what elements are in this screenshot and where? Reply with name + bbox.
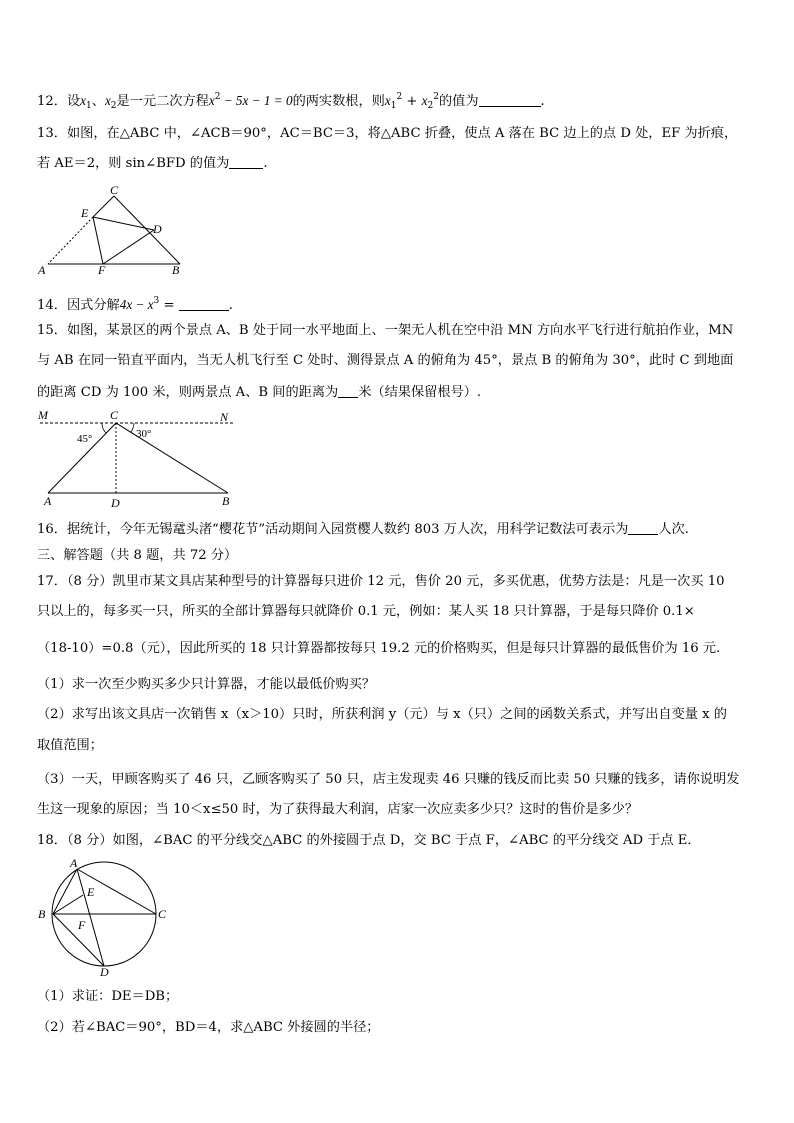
text: 的距离 CD 为 100 米，则两景点 A、B 间的距离为: [37, 385, 339, 400]
separator: 、: [91, 94, 105, 109]
segment-EA-dashed: [48, 217, 93, 264]
superscript: 2: [214, 92, 221, 102]
label-F: F: [98, 263, 106, 277]
label-C: C: [110, 183, 119, 197]
text: 若 AE＝2，则 sin∠BFD 的值为: [37, 156, 230, 171]
text: 16．据统计，今年无锡鼋头渚“樱花节”活动期间入园赏樱人数约 803 万人次，用科学记数法可表示为: [37, 522, 629, 537]
question-18-part1: （1）求证：DE＝DB；: [37, 989, 179, 1004]
question-18-part2: （2）若∠BAC＝90°，BD＝4，求△ABC 外接圆的半径；: [37, 1020, 380, 1035]
question-17-part1: （1）求一次至少购买多少只计算器，才能以最低价购买？: [37, 677, 376, 692]
label-B: B: [172, 263, 180, 277]
subscript: 1: [390, 101, 397, 111]
question-17-line1: 17．（8 分）凯里市某文具店某种型号的计算器每只进价 12 元，售价 20 元，多买优惠，优势方法是：凡是一次买 10: [37, 574, 725, 589]
text: 的值为: [438, 94, 479, 109]
label-45deg: 45°: [77, 433, 93, 445]
question-15-line3: [37, 384, 764, 402]
segment-BC: [114, 196, 180, 264]
answer-blank[interactable]: [479, 94, 541, 107]
label-F: F: [78, 918, 86, 932]
subscript: 2: [427, 101, 434, 111]
label-N: N: [220, 410, 229, 424]
segment-CE: [93, 196, 114, 217]
equation-rest: − 5x − 1 = 0: [220, 93, 293, 108]
text: 设: [66, 94, 81, 109]
segment-CB: [116, 423, 228, 493]
segment-EF: [93, 217, 103, 264]
angle-arc-45: [102, 423, 106, 433]
label-D: D: [111, 496, 120, 510]
label-A: A: [38, 263, 46, 277]
label-E: E: [87, 885, 95, 899]
answer-blank[interactable]: [338, 385, 358, 398]
label-A: A: [70, 856, 78, 870]
question-17-part3-line1: （3）一天，甲顾客购买了 46 只，乙顾客购买了 50 只，店主发现卖 46 只赚的钱反而比卖 50 只赚的钱多，请你说明发: [37, 772, 740, 787]
question-15-line2: 与 AB 在同一铅直平面内，当无人机飞行至 C 处时、测得景点 A 的俯角为 45°，景点 B 的俯角为 30°，此时 C 到地面: [37, 353, 734, 368]
question-17-line2: 只以上的，每多买一只，所买的全部计算器每只就降价 0.1 元，例如：某人买 18 只计算器，于是每只降价 0.1×: [37, 604, 695, 619]
subscript: 2: [110, 101, 117, 111]
plus: +: [402, 94, 422, 109]
var-x1: x: [80, 93, 87, 108]
text: 人次.: [658, 522, 689, 537]
question-14: [37, 292, 764, 315]
var: x: [384, 93, 391, 108]
text: .: [228, 298, 233, 313]
label-C: C: [110, 408, 119, 422]
text: .: [540, 94, 545, 109]
label-B: B: [38, 907, 46, 921]
label-M: M: [38, 408, 48, 422]
superscript: 3: [153, 296, 160, 306]
label-D: D: [153, 222, 162, 236]
subscript: 1: [86, 101, 92, 111]
question-17-line3: （18-10）=0.8（元），因此所买的 18 只计算器都按每只 19.2 元的价格购买，但是每只计算器的最低售价为 16 元.: [37, 641, 721, 656]
text: 14．因式分解: [37, 298, 120, 313]
segment-ED: [93, 217, 154, 230]
label-B: B: [222, 494, 230, 508]
question-13-line1: 13．如图，在△ABC 中，∠ACB＝90°，AC＝BC＝3，将△ABC 折叠，使点 A 落在 BC 边上的点 D 处，EF 为折痕，: [37, 126, 738, 141]
var-x2: x: [104, 93, 111, 108]
figure-q13-triangle: [30, 180, 200, 278]
figure-q18-circle: [30, 852, 180, 980]
text: 是一元二次方程: [116, 94, 209, 109]
label-30deg: 30°: [136, 428, 152, 440]
var: x: [421, 93, 428, 108]
label-C: C: [158, 907, 167, 921]
label-E: E: [81, 206, 89, 220]
question-18-line1: 18．（8 分）如图，∠BAC 的平分线交△ABC 的外接圆于点 D，交 BC 于点 F，∠ABC 的平分线交 AD 于点 E．: [37, 833, 701, 848]
question-number: 12．: [37, 94, 67, 109]
question-15-line1: 15．如图，某景区的两个景点 A、B 处于同一水平地面上、一架无人机在空中沿 MN 方向水平飞行进行航拍作业，MN: [37, 323, 734, 338]
figure-q15-drone: [30, 405, 245, 513]
label-D: D: [100, 965, 109, 979]
segment-FD: [103, 230, 154, 264]
superscript: 2: [433, 92, 439, 102]
text: .: [263, 156, 268, 171]
section-heading: 三、解答题（共 8 题，共 72 分）: [37, 548, 238, 563]
label-A: A: [44, 494, 52, 508]
question-16: [37, 521, 764, 539]
expression: 4x − x: [119, 297, 154, 312]
question-17-part3-line2: 生这一现象的原因；当 10＜x≤50 时，为了获得最大利润，店家一次应卖多少只？这时的售价是多少？: [37, 802, 639, 817]
text: 的两实数根，则: [292, 94, 385, 109]
equation-var: x: [208, 93, 215, 108]
question-17-part2-line2: 取值范围；: [37, 738, 103, 753]
angle-arc-30: [131, 423, 134, 432]
text: 米（结果保留根号）.: [358, 385, 482, 400]
question-12: [37, 88, 764, 115]
answer-blank[interactable]: [229, 156, 263, 169]
superscript: 2: [396, 92, 403, 102]
answer-blank[interactable]: [179, 298, 229, 311]
question-13-line2: [37, 155, 764, 173]
question-17-part2-line1: （2）求写出该文具店一次销售 x（x＞10）只时，所获利润 y（元）与 x（只）之间的函数关系式，并写出自变量 x 的: [37, 707, 727, 722]
answer-blank[interactable]: [628, 522, 658, 535]
equals: =: [159, 298, 179, 313]
